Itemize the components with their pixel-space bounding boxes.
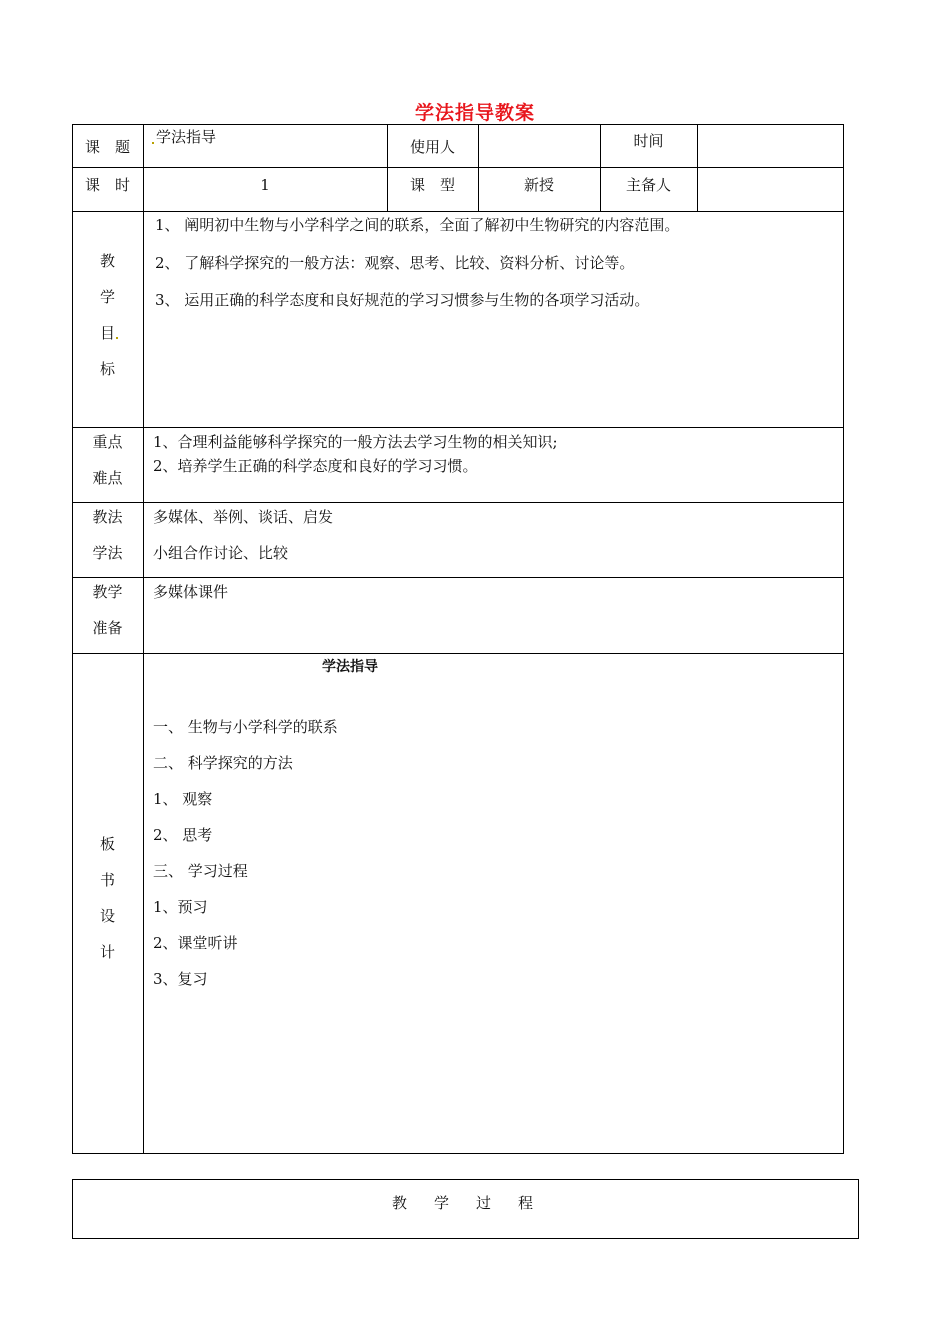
- board-label: 板 书 设 计: [99, 835, 115, 961]
- preparation-label: 教学 准备: [92, 583, 123, 637]
- board-item: 2、 思考: [153, 826, 213, 844]
- method-item: 多媒体、举例、谈话、启发: [153, 508, 334, 526]
- board-item: 三、 学习过程: [153, 862, 248, 880]
- key-points-label: 重点 难点: [92, 433, 123, 487]
- col-divider: [478, 124, 479, 211]
- key-point-item: 2、培养学生正确的科学态度和良好的学习习惯。: [153, 457, 478, 475]
- objectives-label: 教 学 目 标: [99, 252, 115, 378]
- col-divider: [697, 124, 698, 211]
- page-title: 学法指导教案: [414, 102, 535, 124]
- method-item: 小组合作讨论、比较: [153, 544, 289, 562]
- objective-item: 2、 了解科学探究的一般方法：观察、思考、比较、资料分析、讨论等。: [155, 254, 635, 272]
- col-divider: [143, 124, 144, 1154]
- user-label: 使用人: [409, 138, 455, 156]
- row-divider: [72, 577, 844, 578]
- row-divider: [72, 502, 844, 503]
- type-value: 新授: [523, 176, 554, 194]
- objective-item: 1、 阐明初中生物与小学科学之间的联系，全面了解初中生物研究的内容范围。: [155, 216, 680, 234]
- topic-label: 课 题: [84, 138, 130, 156]
- preparer-label: 主备人: [625, 176, 671, 194]
- hours-value: 1: [260, 176, 270, 194]
- row-divider: [72, 167, 844, 168]
- board-heading: 学法指导: [322, 659, 378, 675]
- board-item: 3、复习: [153, 970, 208, 988]
- board-item: 1、 观察: [153, 790, 213, 808]
- objective-item: 3、 运用正确的科学态度和良好规范的学习习惯参与生物的各项学习活动。: [155, 291, 650, 309]
- row-divider: [72, 427, 844, 428]
- board-item: 1、预习: [153, 898, 208, 916]
- lesson-plan-table: [72, 124, 844, 1154]
- methods-label: 教法 学法: [92, 508, 123, 562]
- topic-value: 学法指导: [156, 128, 217, 146]
- board-item: 一、 生物与小学科学的联系: [153, 718, 338, 736]
- board-item: 二、 科学探究的方法: [153, 754, 293, 772]
- board-item: 2、课堂听讲: [153, 934, 238, 952]
- row-divider: [72, 653, 844, 654]
- mark-dot: [152, 142, 154, 144]
- type-label: 课 型: [409, 176, 455, 194]
- key-point-item: 1、合理利益能够科学探究的一般方法去学习生物的相关知识;: [153, 433, 558, 451]
- preparation-item: 多媒体课件: [153, 583, 229, 601]
- hours-label: 课 时: [84, 176, 130, 194]
- row-divider: [72, 211, 844, 212]
- time-label: 时间: [633, 132, 664, 150]
- mark-dot: [116, 337, 118, 339]
- process-label: 教 学 过 程: [391, 1194, 539, 1212]
